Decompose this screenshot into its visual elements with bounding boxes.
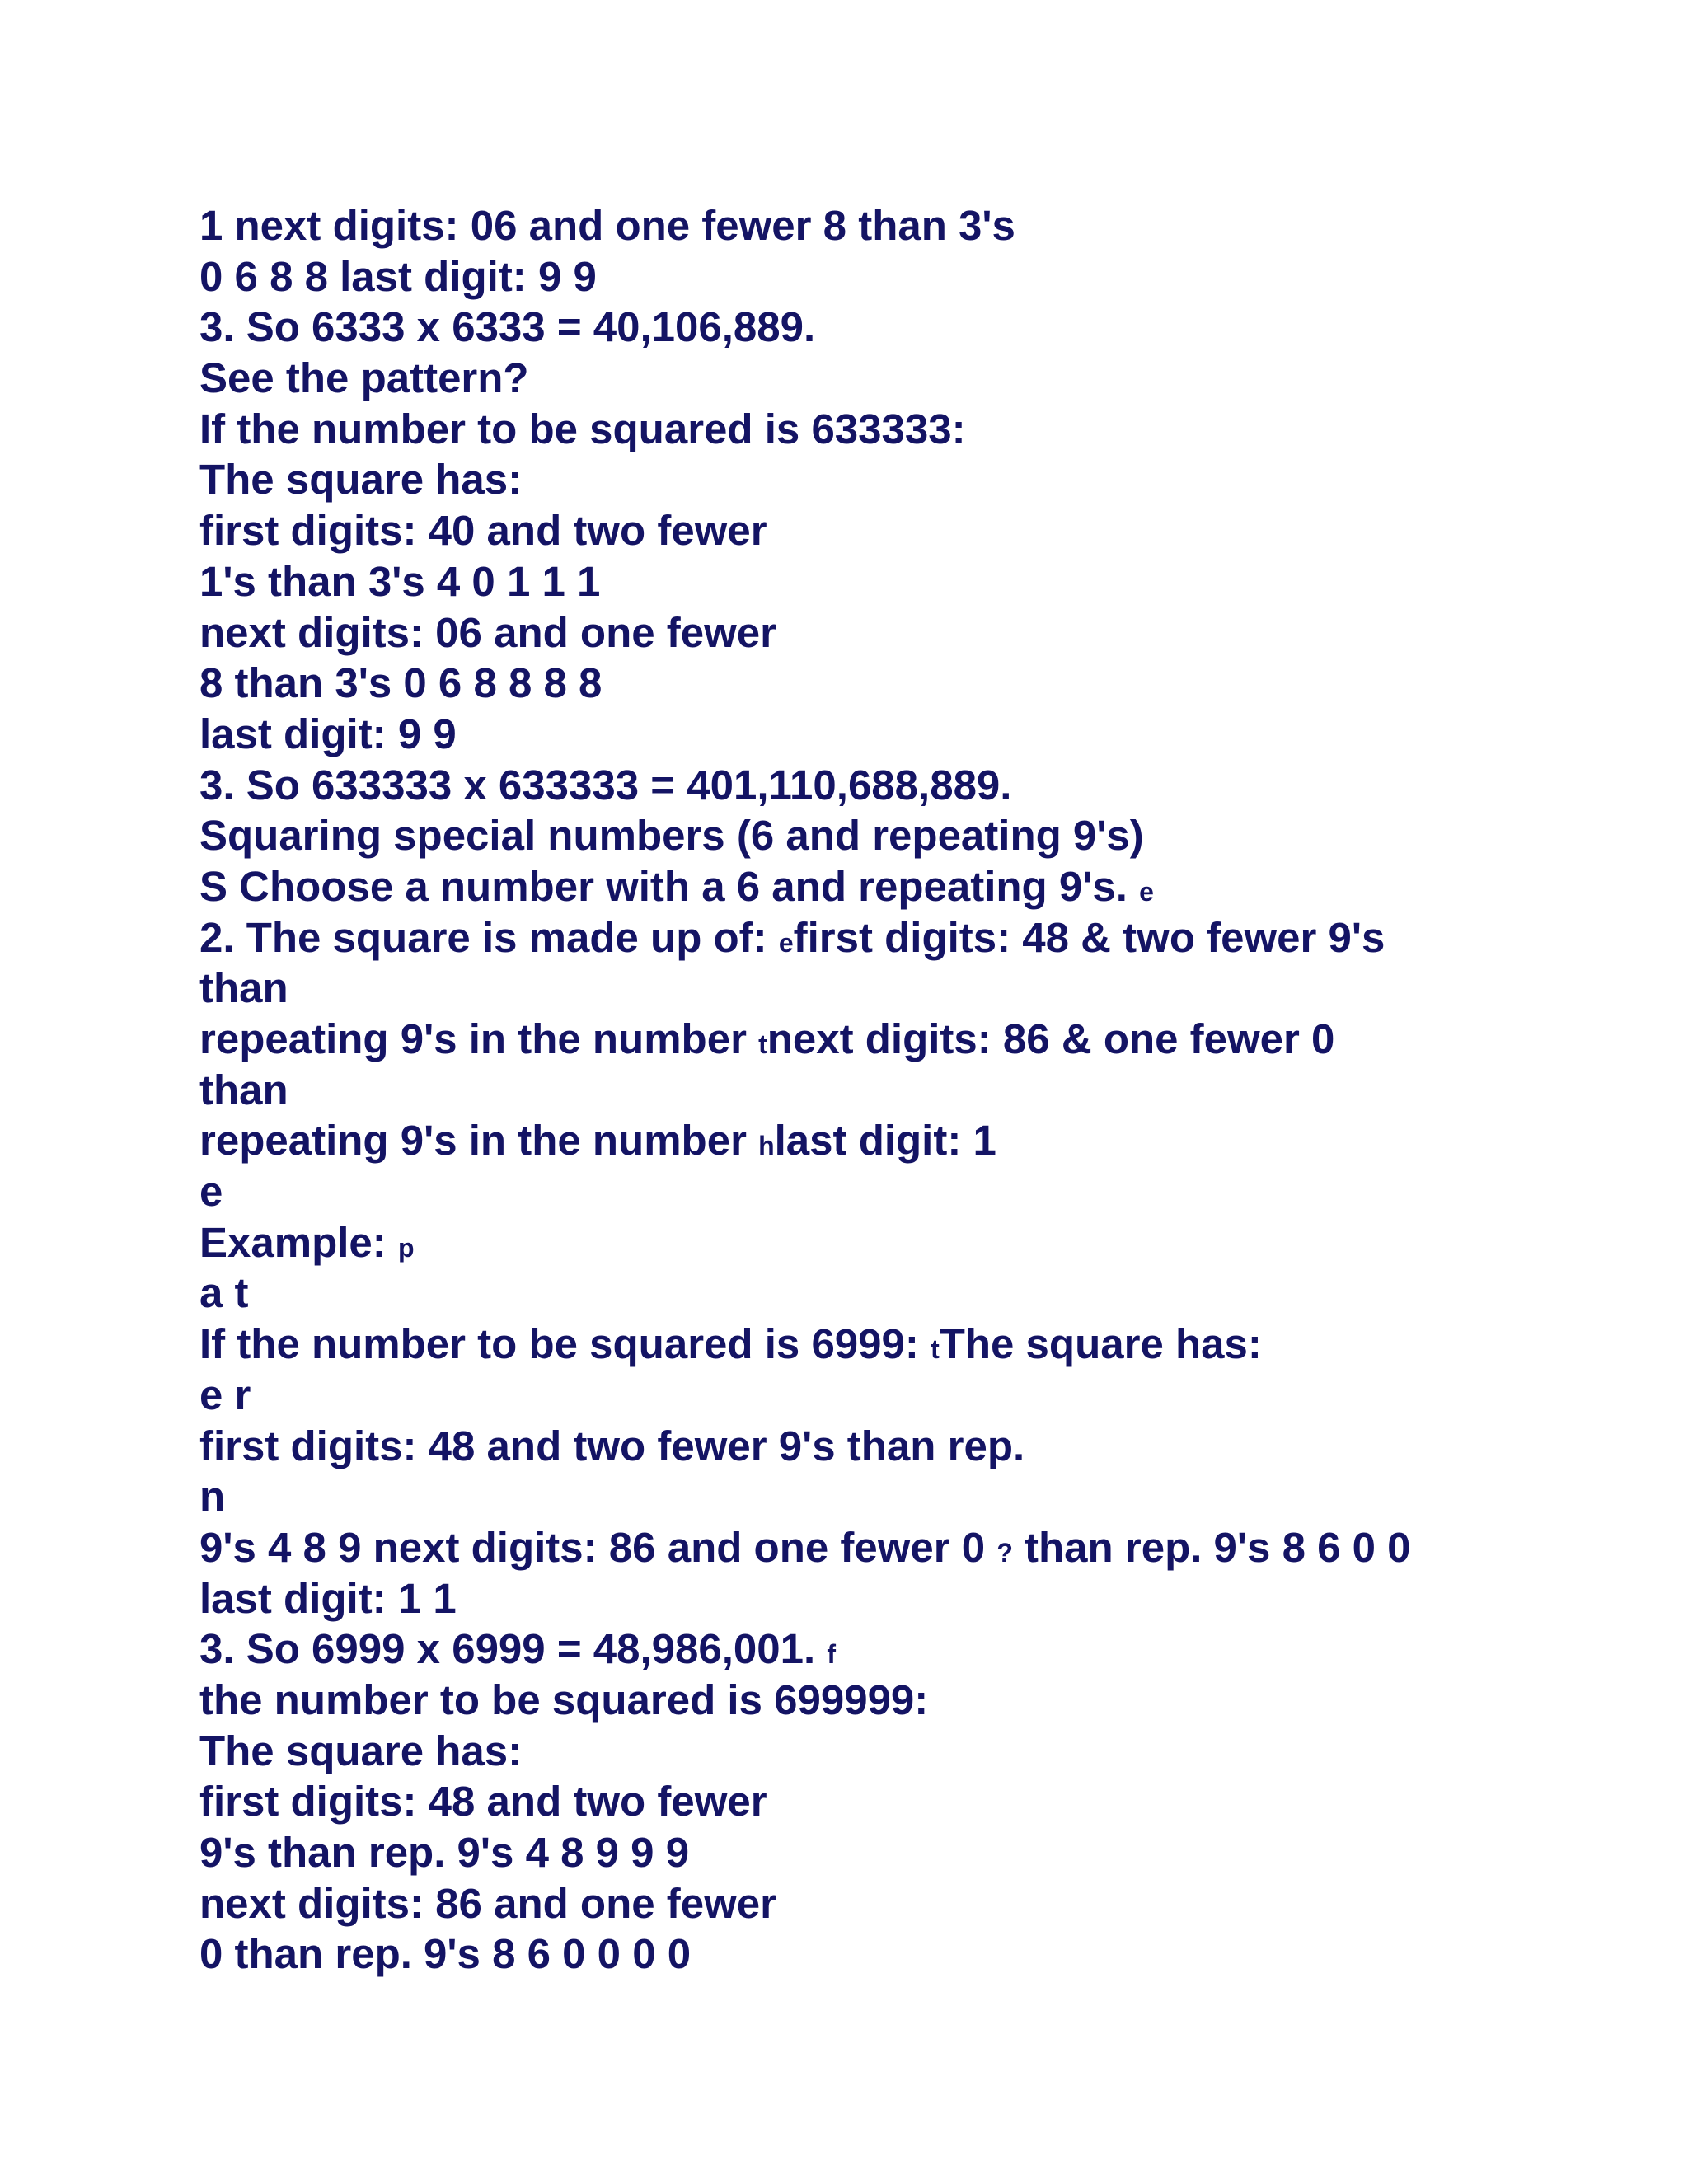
text-line: than: [199, 964, 288, 1012]
stray-letter: p: [397, 1232, 415, 1263]
text-line: 3. So 6999 x 6999 = 48,986,001. f: [199, 1625, 837, 1673]
text-line: See the pattern?: [199, 354, 529, 402]
text-line: first digits: 48 and two fewer: [199, 1778, 767, 1825]
stray-letter: t: [931, 1334, 940, 1365]
text-line: 9's 4 8 9 next digits: 86 and one fewer 0 ? than rep. 9's 8 6 0 0: [199, 1523, 1411, 1571]
text-line: 1's than 3's 4 0 1 1 1: [199, 557, 601, 605]
text-line: S Choose a number with a 6 and repeating 9's. e: [199, 862, 1154, 910]
text-line: last digit: 9 9: [199, 710, 457, 757]
text-line: next digits: 06 and one fewer: [199, 608, 776, 656]
text-line: If the number to be squared is 633333:: [199, 405, 966, 452]
stray-letter: e: [1139, 876, 1154, 907]
stray-letter: e: [778, 927, 794, 958]
stray-letter: f: [827, 1639, 837, 1670]
text-line: a t: [199, 1269, 249, 1317]
text-line: 2. The square is made up of: efirst digits: 48 & two fewer 9's: [199, 913, 1386, 961]
text-line: 3. So 6333 x 6333 = 40,106,889.: [199, 303, 816, 351]
text-line: last digit: 1 1: [199, 1574, 457, 1622]
text-line: 0 than rep. 9's 8 6 0 0 0 0: [199, 1930, 692, 1978]
stray-letter: ?: [996, 1537, 1013, 1568]
text-line: If the number to be squared is 6999: tThe square has:: [199, 1320, 1262, 1368]
text-line: n: [199, 1473, 226, 1521]
text-line: 3. So 633333 x 633333 = 401,110,688,889.: [199, 761, 1012, 808]
text-line: e r: [199, 1371, 251, 1418]
text-line: Example: p: [199, 1218, 415, 1266]
text-line: The square has:: [199, 1727, 523, 1774]
text-line: 8 than 3's 0 6 8 8 8 8: [199, 659, 603, 707]
text-line: The square has:: [199, 456, 523, 504]
document-body: [199, 200, 1634, 1980]
text-line: 1 next digits: 06 and one fewer 8 than 3's: [199, 202, 1015, 249]
section-heading: Squaring special numbers (6 and repeating 9's): [199, 812, 1144, 860]
text-line: 9's than rep. 9's 4 8 9 9 9: [199, 1829, 690, 1876]
text-line: e: [199, 1168, 223, 1216]
text-line: first digits: 40 and two fewer: [199, 507, 767, 555]
stray-letter: t: [758, 1029, 767, 1059]
text-line: repeating 9's in the number tnext digits: 86 & one fewer 0: [199, 1015, 1335, 1062]
text-line: the number to be squared is 699999:: [199, 1675, 929, 1723]
text-line: repeating 9's in the number hlast digit: 1: [199, 1117, 996, 1165]
text-line: 0 6 8 8 last digit: 9 9: [199, 252, 597, 300]
text-line: first digits: 48 and two fewer 9's than rep.: [199, 1422, 1025, 1469]
text-line: next digits: 86 and one fewer: [199, 1879, 776, 1927]
text-line: than: [199, 1066, 288, 1113]
stray-letter: h: [758, 1131, 775, 1161]
